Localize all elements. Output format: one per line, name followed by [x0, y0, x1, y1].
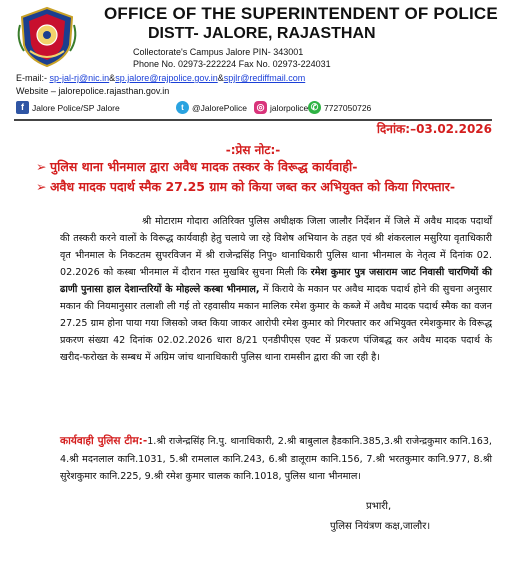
police-team-label: कार्यवाही पुलिस टीम:-: [60, 435, 148, 447]
headline-text: अवैध मादक पदार्थ स्मैक 27.25 ग्राम को किया जब्त कर अभियुक्त को किया गिरफ्तार-: [50, 179, 456, 194]
police-team-paragraph: [60, 433, 492, 486]
facebook-handle[interactable]: [16, 101, 120, 114]
headline-text: पुलिस थाना भीनमाल द्वारा अवैध मादक तस्कर के विरूद्ध कार्यवाही-: [50, 159, 358, 174]
twitter-label: @JalorePolice: [192, 102, 247, 113]
email-separator: &: [217, 73, 224, 83]
body-text-part2: में किराये के मकान पर अवैध मादक पदार्थ होने की सुचना अनुसार मकान की नियमानुसार तलाशी ली गई तो रहवासीय मकान मालिक रमेश कुमार के कब्जे में अवैध मादक पदार्थ स्मैक का वजन 27.25 ग्राम होना पाया गया जिसको जब्त किया जाकर आरोपी रमेश कुमार को गिरफ्तार कर अभियुक्त रमेशकुमार के विरूद्ध प्रकरण संख्या 42 दिनांक 02.02.2026 धारा 8/21 एनडीपीएस एक्ट में प्रकरण पंजिबद्ध कर अवैध मादक पदार्थ के खरीद-फरोख्त के सम्बध में अग्रिम जांच थानाधिकारी पुलिस थाना रामसीन द्वारा की जा रही है।: [60, 284, 492, 363]
facebook-icon: f: [16, 101, 29, 114]
email-label: E-mail:-: [16, 73, 47, 83]
accused-details: रमेश कुमार पुत्र जसाराम जाट निवासी चारणियों की ढाणी पुनासा हाल देशान्तरियों के मोहल्ले कस्बा भीनमाल,: [60, 267, 492, 295]
email-line: [16, 73, 305, 83]
signature-designation: प्रभारी,: [366, 501, 392, 512]
website-line[interactable]: Website – jalorepolice.rajasthan.gov.in: [16, 86, 170, 96]
instagram-icon: ◎: [254, 101, 267, 114]
arrow-bullet-icon: ➢: [36, 179, 47, 194]
social-bar: [16, 101, 486, 117]
address-line: Collectorate's Campus Jalore PIN- 343001: [133, 47, 304, 57]
police-team-members: 1.श्री राजेन्द्रसिंह नि.पु. थानाधिकारी, 2.श्री बाबुलाल हैडकानि.385,3.श्री राजेन्द्रकुमार कानि.163, 4.श्री मदनलाल कानि.1031, 5.श्री रामलाल कानि.243, 6.श्री डालूराम कानि.156, 7.श्री भरतकुमार कानि.977, 8.श्री सुरेशकुमार कानि.225, 9.श्री रमेश कुमार चालक कानि.1018, पुलिस थाना भीनमाल।: [60, 436, 492, 482]
instagram-label: jalorpolice: [270, 102, 309, 113]
email-link-nic[interactable]: sp-jal-rj@nic.in: [49, 73, 110, 83]
body-paragraph: [60, 213, 492, 366]
document-date: दिनांक:–03.02.2026: [376, 122, 492, 136]
email-link-rajpolice[interactable]: sp.jalore@rajpolice.gov.in: [115, 73, 218, 83]
twitter-handle[interactable]: [176, 101, 247, 114]
phone-line: Phone No. 02973-222224 Fax No. 02973-224031: [133, 59, 331, 69]
whatsapp-label: 7727050726: [324, 102, 372, 113]
email-link-rediffmail[interactable]: spjlr@rediffmail.com: [223, 73, 306, 83]
facebook-label: Jalore Police/SP Jalore: [32, 102, 120, 113]
headline-2: [36, 178, 490, 196]
instagram-handle[interactable]: [254, 101, 308, 114]
headline-1: [36, 158, 490, 176]
whatsapp-icon: ✆: [308, 101, 321, 114]
body-text-part1: श्री मोटाराम गोदारा अतिरिक्त पुलिस अधीक्षक जिला जालौर निर्देशन में जिले में अवैध मादक पदार्थों की तस्करी करने वालों के विरूद्ध कार्यवाही हेतु चलाये जा रहे विशेष अभियान के तहत एवं श्री शंकरलाल मसुरिया वृताधिकारी वृत भीनमाल के निकटतम सुपरविजन में श्री राजेन्द्रसिंह निपु० थानाधिकारी पुलिस थाना भीनमाल के नेतृत्व में दिनांक 02. 02.2026 को कस्बा भीनमाल में दौरान गस्त मुखबिर सुचना मिली कि: [60, 216, 492, 278]
police-emblem-icon: [14, 5, 80, 69]
twitter-icon: t: [176, 101, 189, 114]
district-title: DISTT- JALORE, RAJASTHAN: [148, 25, 376, 42]
email-separator: &: [109, 73, 116, 83]
office-title: OFFICE OF THE SUPERINTENDENT OF POLICE: [104, 4, 498, 23]
arrow-bullet-icon: ➢: [36, 159, 47, 174]
whatsapp-handle[interactable]: [308, 101, 371, 114]
press-note-heading: -:प्रेस नोट:-: [225, 143, 281, 157]
signature-office: पुलिस नियंत्रण कक्ष,जालौर।: [330, 521, 431, 532]
